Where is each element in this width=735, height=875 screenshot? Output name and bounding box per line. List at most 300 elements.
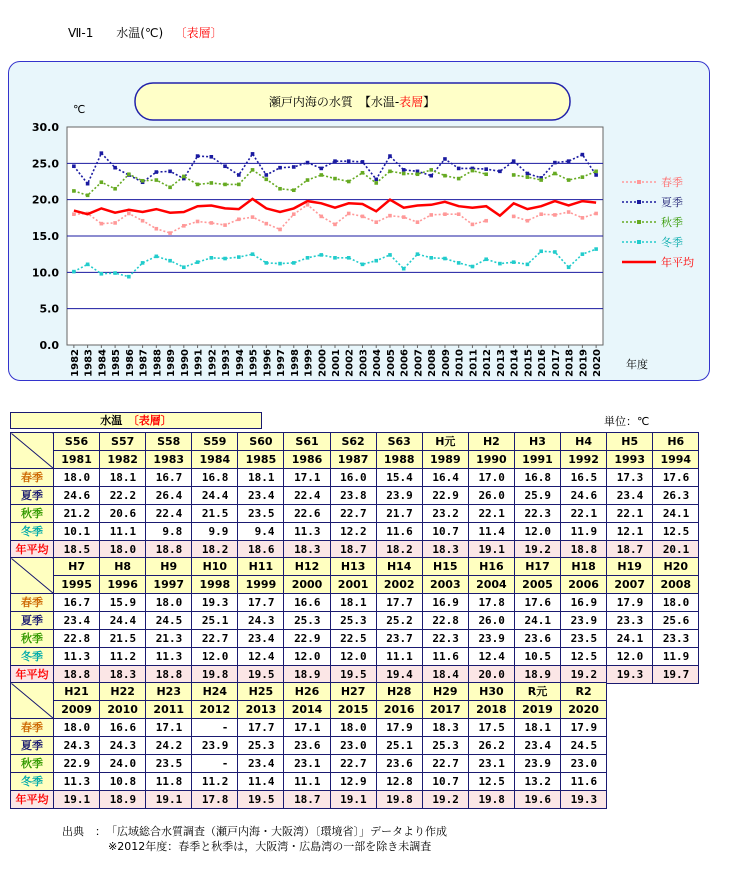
table-cell: 24.4 [100,612,146,630]
table-cell: 23.4 [514,737,560,755]
data-point [278,187,282,191]
era-header: H元 [422,433,468,451]
table-row [11,487,699,505]
table-cell: 19.5 [330,666,376,684]
x-tick-label: 2019 [578,349,590,377]
row-label: 冬季 [11,648,54,666]
data-point [141,179,145,183]
table-cell: 22.7 [330,505,376,523]
table-cell: 17.8 [192,791,238,809]
data-point [292,212,296,216]
data-point [567,159,571,163]
data-point [278,262,282,266]
table-cell: 17.1 [284,719,330,737]
table-cell: 19.1 [54,791,100,809]
table-cell: - [192,755,238,773]
year-header: 1994 [653,451,699,469]
data-point [319,167,323,171]
x-tick-label: 2000 [317,349,329,377]
table-cell: 16.4 [422,469,468,487]
data-point [567,178,571,182]
x-tick-label: 2003 [358,349,370,377]
table-cell: 23.5 [561,630,607,648]
data-point [457,212,461,216]
data-point [429,168,433,172]
data-point [443,174,447,178]
table-cell: 18.9 [100,791,146,809]
table-cell: 18.5 [54,541,100,559]
data-point [86,194,90,198]
table-cell: 23.6 [376,755,422,773]
data-point [264,173,268,177]
data-point [539,249,543,253]
data-table-3 [10,682,607,809]
table-cell: 19.7 [653,666,699,684]
x-tick-label: 1999 [303,349,315,377]
era-header: H9 [146,558,192,576]
table-cell: 17.7 [376,594,422,612]
x-tick-label: 2011 [468,349,480,377]
data-point [306,161,310,165]
x-tick-label: 2014 [509,349,521,377]
y-axis-label: ℃ [73,103,86,116]
table-cell: 17.3 [607,469,653,487]
data-point [100,151,104,155]
table-cell: 11.3 [284,523,330,541]
data-point [113,221,117,225]
table-cell: 19.1 [330,791,376,809]
table-cell: 18.8 [54,666,100,684]
era-header: H26 [284,683,330,701]
year-header: 2015 [330,701,376,719]
x-tick-label: 2013 [495,349,507,377]
table-cell: 16.7 [54,594,100,612]
table-cell: 23.5 [146,755,192,773]
table-row [11,773,607,791]
table-cell: 25.3 [238,737,284,755]
table-cell: 23.4 [238,755,284,773]
data-point [498,170,502,174]
header-corner [11,433,54,469]
year-header: 2014 [284,701,330,719]
table-row [11,648,699,666]
year-header: 1984 [192,451,238,469]
table-cell: 23.6 [284,737,330,755]
table-row [11,505,699,523]
data-point [594,173,598,177]
year-header: 1999 [238,576,284,594]
data-point [72,189,76,193]
data-point [333,177,337,181]
era-header: H17 [514,558,560,576]
row-label: 秋季 [11,755,54,773]
table-cell: 11.1 [284,773,330,791]
table-row [11,791,607,809]
era-header: H14 [376,558,422,576]
data-point [581,175,585,179]
data-point [223,164,227,168]
table-cell: 18.0 [330,719,376,737]
data-point [526,219,530,223]
table-cell: 10.8 [100,773,146,791]
table-cell: 12.5 [561,648,607,666]
data-point [264,222,268,226]
table-cell: 23.9 [376,487,422,505]
data-point [72,212,76,216]
table-cell: 20.6 [100,505,146,523]
year-header: 2004 [468,576,514,594]
table-cell: 19.2 [514,541,560,559]
table-cell: 23.9 [468,630,514,648]
data-point [361,160,365,164]
table-cell: 19.8 [468,791,514,809]
row-label: 夏季 [11,487,54,505]
source-citation: 出典 ： 「広域総合水質調査（瀬戸内海・大阪湾）〔環境省〕」データより作成 [62,825,447,838]
table-cell: 26.4 [146,487,192,505]
year-header: 2017 [422,701,468,719]
data-point [484,219,488,223]
table-cell: 18.0 [146,594,192,612]
data-point [347,159,351,163]
x-tick-label: 2005 [385,349,397,377]
year-header: 2006 [561,576,607,594]
data-point [251,168,255,172]
year-header: 1988 [376,451,422,469]
table-cell: 25.6 [653,612,699,630]
table-cell: 19.5 [238,791,284,809]
year-header: 1990 [468,451,514,469]
data-point [594,247,598,251]
data-point [361,215,365,219]
y-tick-label: 25.0 [31,157,59,171]
data-point [306,203,310,207]
era-header: H7 [54,558,100,576]
table-cell: 19.3 [561,791,607,809]
table-cell: 18.8 [561,541,607,559]
data-point [347,256,351,260]
data-point [113,271,117,275]
y-tick-label: 30.0 [31,121,59,134]
table-cell: 23.2 [422,505,468,523]
data-point [278,166,282,170]
table-cell: 18.3 [284,541,330,559]
table-cell: 24.3 [54,737,100,755]
year-header: 2019 [514,701,560,719]
year-header: 2005 [514,576,560,594]
x-tick-label: 1996 [262,349,274,377]
table-cell: 24.3 [238,612,284,630]
year-header: 1989 [422,451,468,469]
table-cell: 16.6 [284,594,330,612]
unit-label: 単位：℃ [604,415,650,428]
table-cell: 12.0 [607,648,653,666]
data-point [210,221,214,225]
data-point [168,170,172,174]
era-header: R元 [514,683,560,701]
table-cell: 11.4 [238,773,284,791]
table-cell: 25.9 [514,487,560,505]
data-point [457,167,461,171]
table-cell: 11.8 [146,773,192,791]
table-cell: 18.2 [376,541,422,559]
table-cell: 23.9 [561,612,607,630]
legend-marker-3 [637,220,641,224]
year-header: 2011 [146,701,192,719]
table-cell: 17.9 [376,719,422,737]
table-cell: 19.4 [376,666,422,684]
table-title-highlight: 〔表層〕 [133,414,172,427]
table-cell: 12.5 [468,773,514,791]
table-cell: 22.4 [146,505,192,523]
table-cell: 25.3 [422,737,468,755]
year-header: 2007 [607,576,653,594]
row-label: 秋季 [11,630,54,648]
table-cell: 19.1 [146,791,192,809]
table-cell: 11.4 [468,523,514,541]
table-cell: 11.2 [100,648,146,666]
year-header: 1996 [100,576,146,594]
x-tick-label: 2017 [550,349,562,377]
table-cell: 18.3 [422,541,468,559]
era-header: H29 [422,683,468,701]
heading-title: 水温(℃) [116,26,164,40]
table-cell: 24.2 [146,737,192,755]
data-point [429,213,433,217]
x-tick-label: 1988 [152,349,164,377]
era-header: H27 [330,683,376,701]
table-cell: 23.9 [192,737,238,755]
table-cell: 11.9 [653,648,699,666]
heading-layer: 〔表層〕 [174,26,223,40]
data-point [251,215,255,219]
data-point [581,252,585,256]
table-cell: 12.1 [607,523,653,541]
table-cell: 22.3 [514,505,560,523]
table-cell: 20.1 [653,541,699,559]
data-point [526,172,530,176]
table-cell: 23.9 [514,755,560,773]
x-tick-label: 1992 [207,349,219,377]
x-tick-label: 1995 [248,349,260,377]
data-point [457,177,461,181]
data-point [471,265,475,269]
y-tick-label: 15.0 [31,230,59,243]
row-label: 年平均 [11,791,54,809]
data-point [553,250,557,254]
data-point [539,212,543,216]
table-cell: 16.0 [330,469,376,487]
data-point [581,153,585,157]
table-cell: 18.1 [514,719,560,737]
data-point [539,178,543,182]
table-cell: 23.1 [284,755,330,773]
legend-marker-1 [637,180,641,184]
table-cell: 22.9 [422,487,468,505]
era-header: S57 [100,433,146,451]
year-header: 2012 [192,701,238,719]
chart-title: 瀬戸内海の水質 【水温-表層】 [268,95,436,109]
table-cell: 22.2 [100,487,146,505]
table-cell: 16.8 [514,469,560,487]
table-cell: 18.9 [514,666,560,684]
data-point [292,165,296,169]
table-cell: 12.0 [514,523,560,541]
x-tick-label: 2008 [427,349,439,377]
table-cell: 18.2 [192,541,238,559]
table-cell: 23.7 [376,630,422,648]
row-label: 年平均 [11,541,54,559]
table-cell: 22.4 [284,487,330,505]
table-row [11,469,699,487]
year-header: 2001 [330,576,376,594]
data-point [319,253,323,257]
data-point [127,275,131,279]
data-point [553,161,557,165]
data-point [251,252,255,256]
table-cell: 18.7 [330,541,376,559]
table-cell: 11.3 [54,773,100,791]
table-cell: 22.1 [607,505,653,523]
data-point [196,260,200,264]
table-cell: 18.1 [330,594,376,612]
data-point [306,178,310,182]
x-tick-label: 1993 [221,349,233,377]
table-cell: 11.3 [54,648,100,666]
x-tick-label: 1983 [83,349,95,377]
table-cell: 18.7 [607,541,653,559]
data-point [100,272,104,276]
data-point [210,256,214,260]
table-cell: 22.8 [54,630,100,648]
data-point [168,259,172,263]
table-title [10,412,262,429]
table-cell: 16.7 [146,469,192,487]
table-cell: 26.0 [468,612,514,630]
data-point [443,157,447,161]
table-cell: 21.2 [54,505,100,523]
era-header: H13 [330,558,376,576]
year-header: 1991 [514,451,560,469]
table-cell: 11.3 [146,648,192,666]
table-cell: 24.5 [146,612,192,630]
data-point [471,169,475,173]
table-cell: 18.0 [653,594,699,612]
table-cell: 11.1 [376,648,422,666]
x-tick-label: 1991 [193,349,205,377]
table-cell: 23.0 [330,737,376,755]
table-cell: 26.2 [468,737,514,755]
table-cell: 15.4 [376,469,422,487]
table-cell: 19.6 [514,791,560,809]
legend-label-3: 秋季 [661,216,683,229]
table-cell: 10.7 [422,523,468,541]
data-point [127,212,131,216]
era-header: S60 [238,433,284,451]
data-point [264,261,268,265]
table-cell: 11.2 [192,773,238,791]
table-cell: 25.2 [376,612,422,630]
year-header: 1983 [146,451,192,469]
table-cell: 24.5 [561,737,607,755]
data-point [72,270,76,274]
data-point [72,164,76,168]
data-point [471,223,475,227]
x-tick-label: 1998 [289,349,301,377]
table-cell: 25.1 [192,612,238,630]
table-cell: 22.1 [561,505,607,523]
x-tick-label: 2012 [482,349,494,377]
era-header: H16 [468,558,514,576]
data-point [361,171,365,175]
table-cell: 24.3 [100,737,146,755]
era-header: H10 [192,558,238,576]
table-cell: 16.9 [422,594,468,612]
era-header: S63 [376,433,422,451]
year-header: 1987 [330,451,376,469]
table-cell: 17.6 [653,469,699,487]
table-cell: 23.4 [238,630,284,648]
table-cell: 17.0 [468,469,514,487]
era-header: H19 [607,558,653,576]
data-point [402,267,406,271]
table-cell: 11.1 [100,523,146,541]
table-cell: 18.4 [422,666,468,684]
year-header: 2000 [284,576,330,594]
data-point [553,172,557,176]
x-tick-label: 1982 [69,349,81,377]
x-tick-label: 1997 [276,349,288,377]
era-header: H18 [561,558,607,576]
table-cell: 22.6 [284,505,330,523]
table-cell: 22.3 [422,630,468,648]
data-point [443,212,447,216]
data-point [141,261,145,265]
data-point [113,166,117,170]
data-point [141,219,145,223]
year-header: 2003 [422,576,468,594]
era-header: H22 [100,683,146,701]
table-cell: 18.7 [284,791,330,809]
table-cell: 11.6 [422,648,468,666]
row-label: 夏季 [11,737,54,755]
section-number: Ⅶ-1 [68,26,94,40]
table-cell: 12.4 [468,648,514,666]
table-cell: 21.3 [146,630,192,648]
data-point [429,256,433,260]
data-point [86,182,90,186]
year-header: 2016 [376,701,422,719]
table-cell: 25.3 [330,612,376,630]
year-header: 2020 [561,701,607,719]
table-cell: 19.1 [468,541,514,559]
y-tick-label: 20.0 [31,193,59,207]
era-header: H3 [514,433,560,451]
table-cell: 16.8 [192,469,238,487]
era-header: H23 [146,683,192,701]
table-cell: 24.0 [100,755,146,773]
row-label: 冬季 [11,773,54,791]
table-cell: 16.5 [561,469,607,487]
table-cell: 18.8 [146,541,192,559]
era-header: S59 [192,433,238,451]
year-header: 1982 [100,451,146,469]
table-cell: 9.8 [146,523,192,541]
data-point [127,172,131,176]
data-point [347,212,351,216]
data-point [512,215,516,219]
era-header: H12 [284,558,330,576]
data-point [594,212,598,216]
